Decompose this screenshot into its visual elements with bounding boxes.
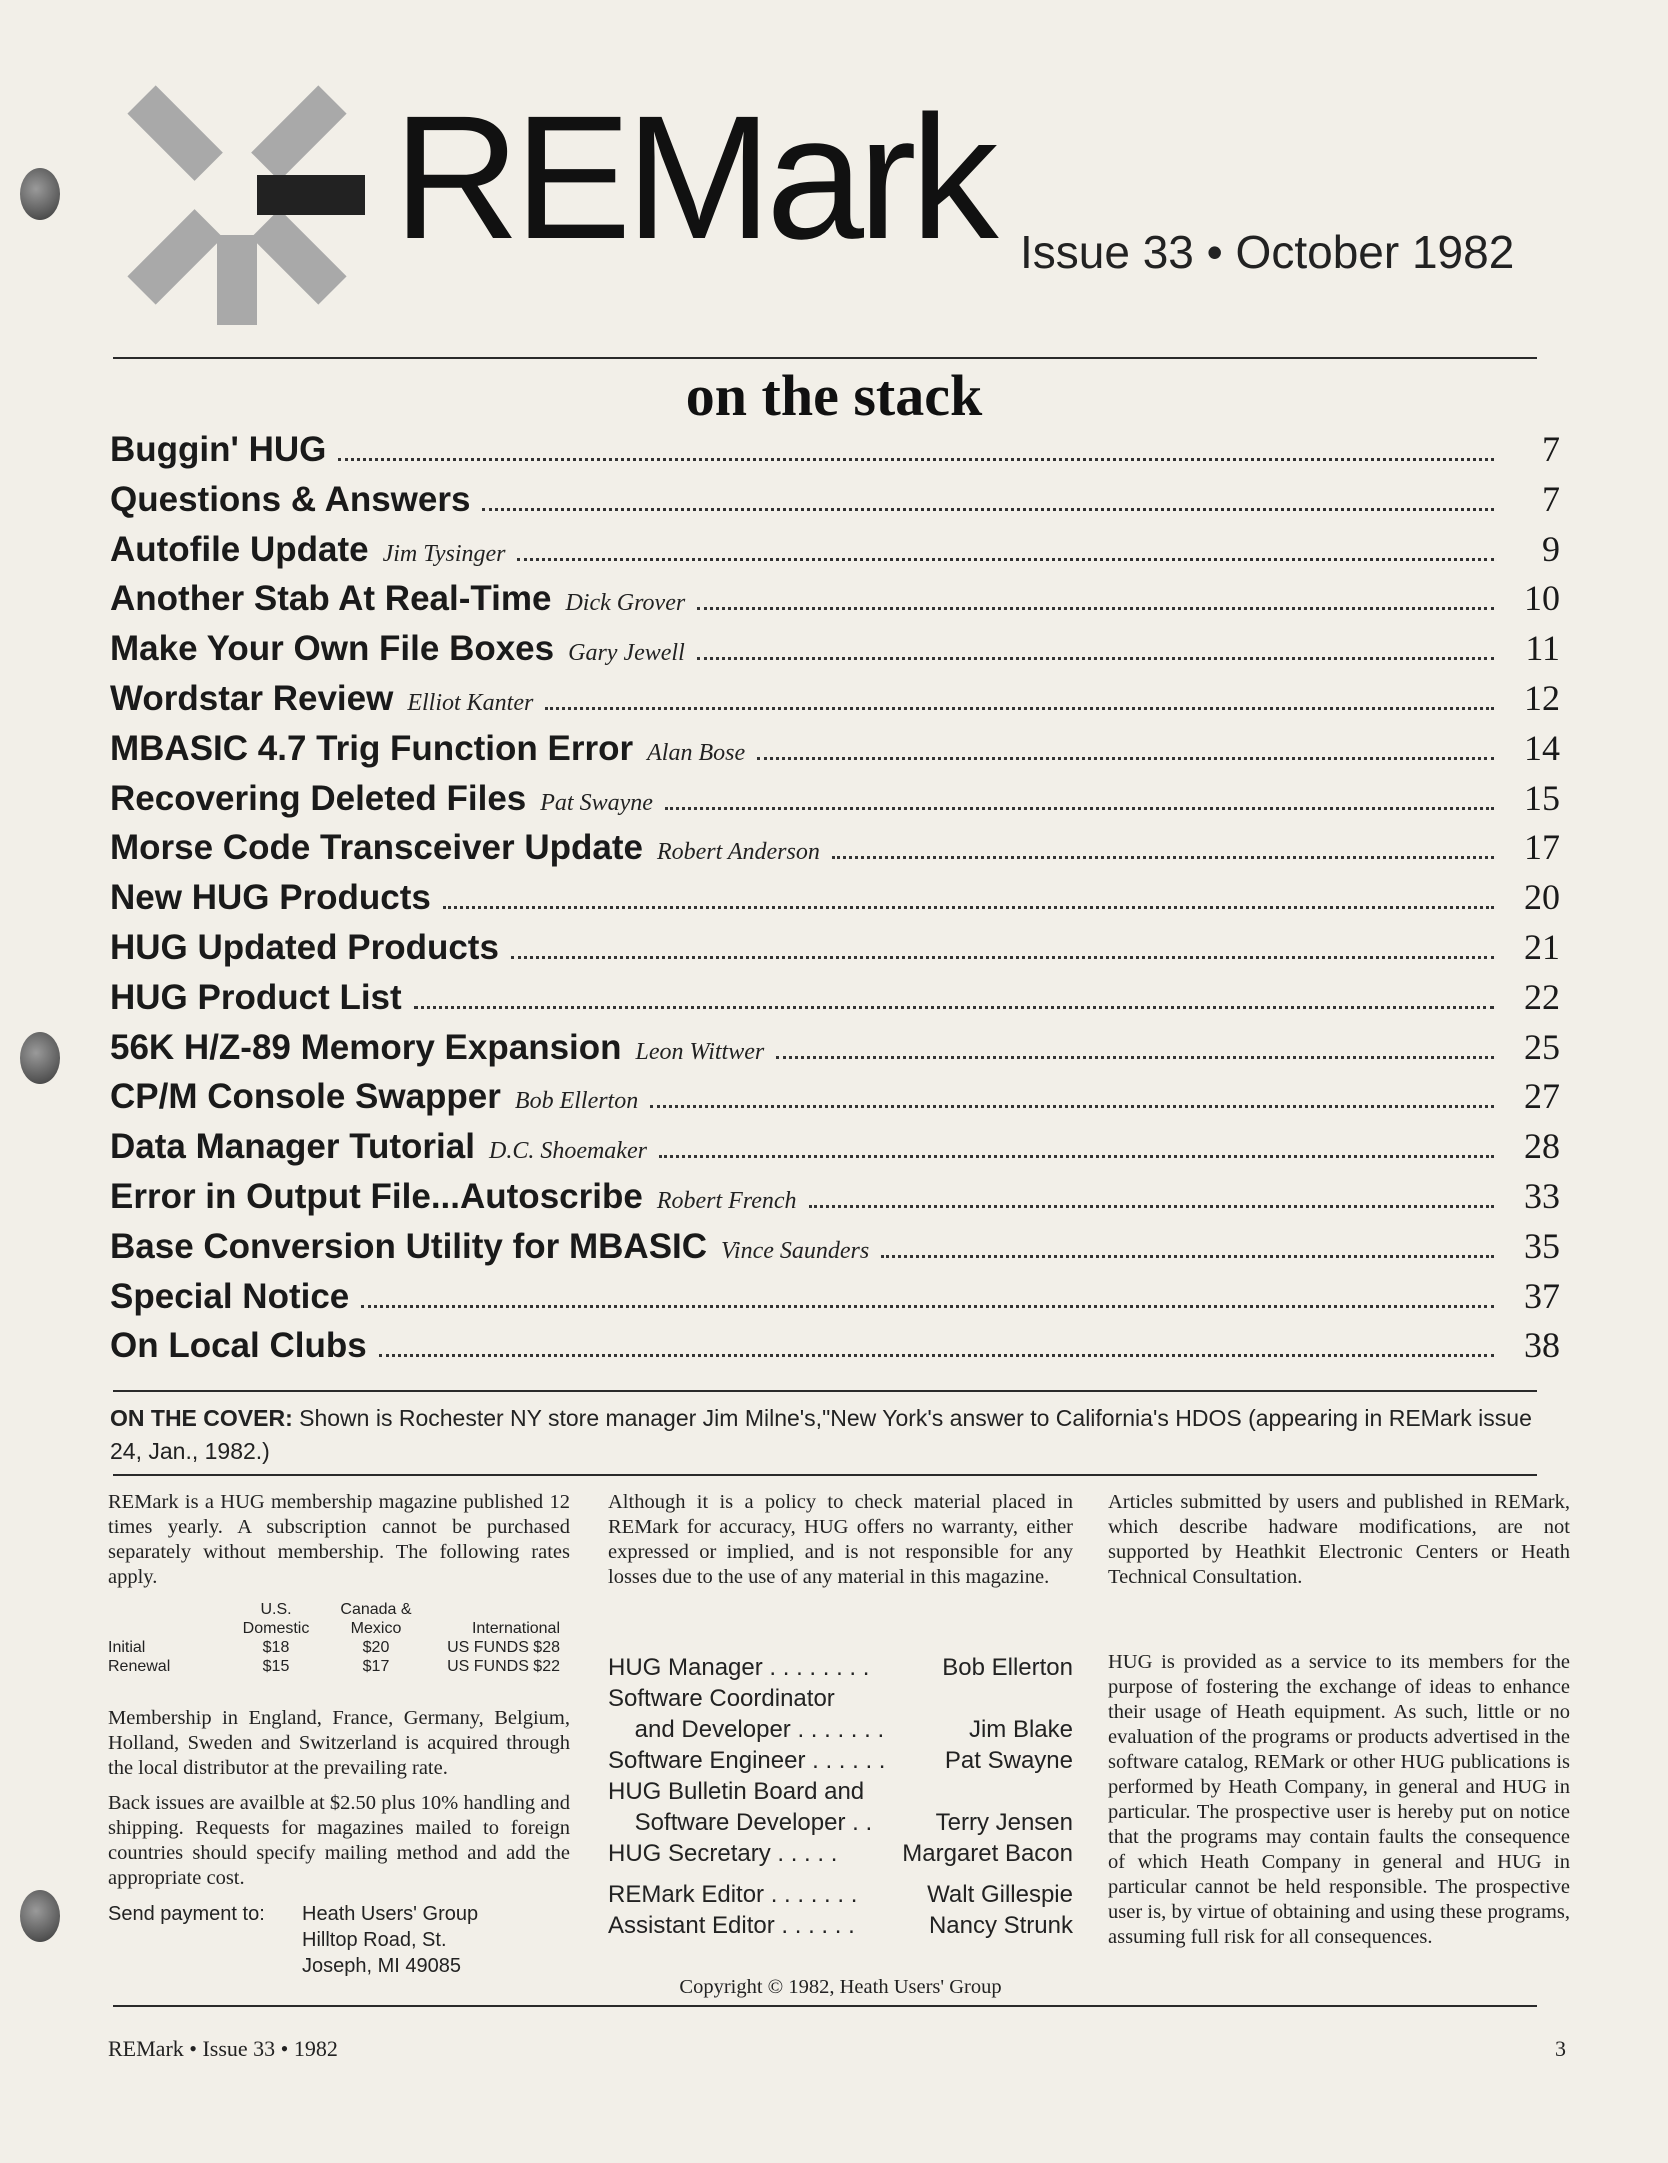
toc-entry-title: HUG Product List [110, 977, 402, 1017]
rates-table [108, 1600, 578, 1676]
toc-entry-page: 15 [1524, 777, 1560, 818]
left-column [108, 1490, 570, 1600]
cover-note [110, 1402, 1550, 1468]
toc-entry-author: Alan Bose [647, 739, 746, 766]
disclaimer-text: HUG is provided as a service to its members for the purpose of fostering the exchange of ideas to enhance their usage of Heath equipment. As such, little or no evaluation of the programs or products advertised in the software catalog, REMark or other HUG publications is performed by Heath Company, in general and HUG in particular. The prospective user is hereby put on notice that the programs may contain faults the consequence of which Heath Company in general and HUG in particular cannot be held responsible. The prospective user is, by virtue of obtaining and using these programs, assuming full risk for all consequences. [1108, 1651, 1570, 1948]
toc-leader-dots [776, 1056, 1494, 1059]
staff-name: Nancy Strunk [928, 1912, 1073, 1939]
copyright: Copyright © 1982, Heath Users' Group [679, 1976, 1002, 1998]
divider [113, 2005, 1537, 2007]
toc-entry [110, 1125, 1560, 1175]
toc-entry-page: 7 [1542, 429, 1560, 469]
staff-name: Jim Blake [968, 1716, 1073, 1743]
toc-entry-page: 9 [1542, 528, 1560, 569]
toc-entry [110, 627, 1560, 677]
toc-entry-title: MBASIC 4.7 Trig Function Error [110, 728, 634, 768]
toc-entry-title: Wordstar Review [110, 678, 394, 718]
toc-entry [110, 727, 1560, 777]
toc-leader-dots [414, 1006, 1494, 1009]
toc-entry [110, 528, 1560, 578]
toc-entry-page: 11 [1525, 628, 1560, 669]
toc-entry-title: Make Your Own File Boxes [110, 629, 555, 669]
toc-entry-author: Dick Grover [565, 590, 686, 617]
hug-logo-icon [105, 55, 365, 325]
toc-entry-title: Error in Output File...Autoscribe [110, 1176, 643, 1216]
toc-leader-dots [757, 757, 1494, 760]
divider [113, 357, 1537, 359]
back-issues-text: Back issues are availble at $2.50 plus 10% handling and shipping. Requests for magazines mailed to foreign countries should specify mailing method and add the appropriate cost. [108, 1792, 570, 1889]
toc-entry [110, 428, 1560, 478]
staff-row [608, 1714, 1073, 1745]
toc-entry-title: Autofile Update [110, 529, 369, 569]
table-of-contents [110, 428, 1560, 1374]
masthead-title: REMark [393, 80, 993, 276]
toc-entry-author: Leon Wittwer [635, 1038, 765, 1065]
staff-name: Walt Gillespie [927, 1881, 1073, 1908]
toc-entry [110, 677, 1560, 727]
toc-entry-title: Questions & Answers [110, 479, 471, 519]
toc-entry-page: 25 [1524, 1026, 1560, 1067]
toc-entry-page: 28 [1524, 1126, 1560, 1167]
toc-entry-page: 38 [1524, 1325, 1560, 1366]
staff-role: HUG Manager . . . . . . . . [608, 1654, 870, 1681]
footer-left: REMark • Issue 33 • 1982 [108, 2036, 338, 2061]
punch-hole [20, 1032, 60, 1084]
staff-role: REMark Editor . . . . . . . [608, 1881, 858, 1908]
toc-entry-title: HUG Updated Products [110, 927, 499, 967]
toc-entry-page: 35 [1524, 1225, 1560, 1266]
divider [113, 1474, 1537, 1476]
issue-line: Issue 33 • October 1982 [1020, 226, 1515, 278]
toc-entry-author: Elliot Kanter [407, 689, 534, 716]
send-payment-label: Send payment to: [108, 1903, 265, 1925]
toc-entry-page: 27 [1524, 1076, 1560, 1117]
address-line: Heath Users' Group [302, 1903, 479, 1925]
rates-header: U.S. Domestic [242, 1601, 310, 1637]
staff-row [608, 1807, 1073, 1838]
toc-leader-dots [443, 906, 1494, 909]
right-column-lower [1108, 1650, 1570, 1960]
toc-entry [110, 826, 1560, 876]
toc-entry [110, 976, 1560, 1026]
staff-role: HUG Secretary . . . . . [608, 1840, 838, 1867]
rates-cell: $15 [262, 1658, 290, 1675]
toc-leader-dots [379, 1354, 1494, 1357]
toc-leader-dots [832, 856, 1494, 859]
toc-entry-author: Bob Ellerton [514, 1088, 639, 1115]
membership-text: Membership in England, France, Germany, Belgium, Holland, Sweden and Switzerland is acquired through the local distributor at the prevailing rate. [108, 1707, 570, 1779]
staff-name: Margaret Bacon [902, 1840, 1073, 1867]
rates-cell: US FUNDS $28 [447, 1639, 560, 1656]
page-number: 3 [1555, 2036, 1566, 2061]
rates-cell: Initial [108, 1639, 146, 1656]
toc-entry-author: Jim Tysinger [382, 540, 506, 567]
toc-entry-page: 37 [1524, 1275, 1560, 1316]
staff-role: Software Developer . . [608, 1809, 873, 1836]
rates-cell: $18 [262, 1639, 290, 1656]
staff-role: Software Engineer . . . . . . [608, 1747, 886, 1774]
toc-leader-dots [809, 1205, 1494, 1208]
staff-name: Terry Jensen [935, 1809, 1073, 1836]
left-column-lower [108, 1706, 570, 1979]
toc-entry-author: Vince Saunders [721, 1237, 870, 1264]
toc-entry-title: Recovering Deleted Files [110, 778, 527, 818]
toc-leader-dots [659, 1155, 1494, 1158]
toc-entry [110, 926, 1560, 976]
toc-entry [110, 876, 1560, 926]
toc-entry [110, 478, 1560, 528]
toc-entry-title: CP/M Console Swapper [110, 1077, 501, 1117]
staff-row [608, 1652, 1073, 1683]
toc-entry [110, 1324, 1560, 1374]
rates-header: International [471, 1620, 560, 1637]
toc-entry-author: Pat Swayne [540, 789, 653, 816]
toc-leader-dots [650, 1105, 1494, 1108]
staff-role: Assistant Editor . . . . . . [608, 1912, 855, 1939]
toc-entry [110, 577, 1560, 627]
toc-entry-title: Morse Code Transceiver Update [110, 828, 643, 868]
articles-text: Articles submitted by users and published in REMark, which describe hadware modifications, are not supported by Heathkit Electronic Centers or Heath Technical Consultation. [1108, 1491, 1570, 1588]
staff-name: Pat Swayne [944, 1747, 1073, 1774]
toc-entry-page: 21 [1524, 926, 1560, 967]
staff-row [608, 1879, 1073, 1910]
toc-leader-dots [511, 956, 1494, 959]
toc-entry [110, 777, 1560, 827]
staff-role: Software Coordinator [608, 1685, 835, 1712]
middle-column [608, 1490, 1073, 1600]
staff-role: HUG Bulletin Board and [608, 1778, 865, 1805]
toc-entry-title: Special Notice [110, 1276, 350, 1316]
punch-hole [20, 1890, 60, 1942]
right-column [1108, 1490, 1570, 1600]
toc-entry-author: Robert French [656, 1187, 797, 1214]
toc-entry-page: 33 [1524, 1175, 1560, 1216]
rates-header: Canada & Mexico [340, 1601, 412, 1637]
staff-row [608, 1910, 1073, 1941]
toc-leader-dots [665, 807, 1494, 810]
staff-name: Bob Ellerton [942, 1654, 1073, 1681]
toc-leader-dots [338, 458, 1494, 461]
toc-entry-page: 7 [1542, 478, 1560, 519]
toc-entry [110, 1225, 1560, 1275]
toc-entry-page: 12 [1524, 677, 1560, 718]
toc-entry-title: New HUG Products [110, 878, 431, 918]
toc-leader-dots [697, 657, 1494, 660]
toc-leader-dots [697, 607, 1494, 610]
toc-entry-page: 14 [1524, 727, 1560, 768]
toc-entry-page: 17 [1524, 827, 1560, 868]
toc-entry-title: On Local Clubs [110, 1326, 367, 1366]
rates-cell: $20 [362, 1639, 390, 1656]
toc-entry-page: 22 [1524, 976, 1560, 1017]
staff-row [608, 1683, 1073, 1714]
toc-entry [110, 1275, 1560, 1325]
toc-entry-author: Gary Jewell [568, 640, 685, 667]
toc-entry-page: 10 [1524, 578, 1560, 619]
subscription-intro: REMark is a HUG membership magazine published 12 times yearly. A subscription cannot be purchased separately without membership. The following rates apply. [108, 1491, 570, 1588]
address-line: Joseph, MI 49085 [302, 1955, 461, 1977]
toc-leader-dots [517, 558, 1494, 561]
toc-heading: on the stack [685, 363, 983, 428]
staff-role: and Developer . . . . . . . [608, 1716, 885, 1743]
toc-entry [110, 1175, 1560, 1225]
staff-list [608, 1652, 1073, 1941]
punch-hole [20, 168, 60, 220]
toc-leader-dots [361, 1305, 1494, 1308]
toc-entry-page: 20 [1524, 877, 1560, 918]
toc-entry-title: Base Conversion Utility for MBASIC [110, 1226, 708, 1266]
rates-cell: $17 [362, 1658, 390, 1675]
toc-leader-dots [545, 707, 1494, 710]
toc-entry-title: Another Stab At Real-Time [110, 579, 552, 619]
toc-entry-title: Data Manager Tutorial [110, 1127, 475, 1167]
toc-leader-dots [482, 508, 1494, 511]
rates-cell: Renewal [108, 1658, 171, 1675]
toc-leader-dots [881, 1255, 1494, 1258]
toc-entry-author: D.C. Shoemaker [488, 1138, 647, 1165]
toc-entry-author: Robert Anderson [656, 839, 820, 866]
policy-text: Although it is a policy to check material placed in REMark for accuracy, HUG offers no warranty, either expressed or implied, and is not responsible for any losses due to the use of any material in this magazine. [608, 1491, 1073, 1588]
staff-row [608, 1776, 1073, 1807]
toc-entry-title: 56K H/Z-89 Memory Expansion [110, 1027, 622, 1067]
rates-cell: US FUNDS $22 [447, 1658, 560, 1675]
divider [113, 1390, 1537, 1392]
cover-note-label: ON THE COVER: [110, 1405, 293, 1431]
address-line: Hilltop Road, St. [302, 1929, 447, 1951]
toc-entry-title: Buggin' HUG [110, 430, 327, 469]
toc-entry [110, 1075, 1560, 1125]
staff-row [608, 1745, 1073, 1776]
cover-note-text: Shown is Rochester NY store manager Jim Milne's,"New York's answer to California's HDOS (appearing in REMark issue 24, Jan., 1982.) [110, 1405, 1532, 1464]
staff-row [608, 1838, 1073, 1869]
toc-entry [110, 1026, 1560, 1076]
